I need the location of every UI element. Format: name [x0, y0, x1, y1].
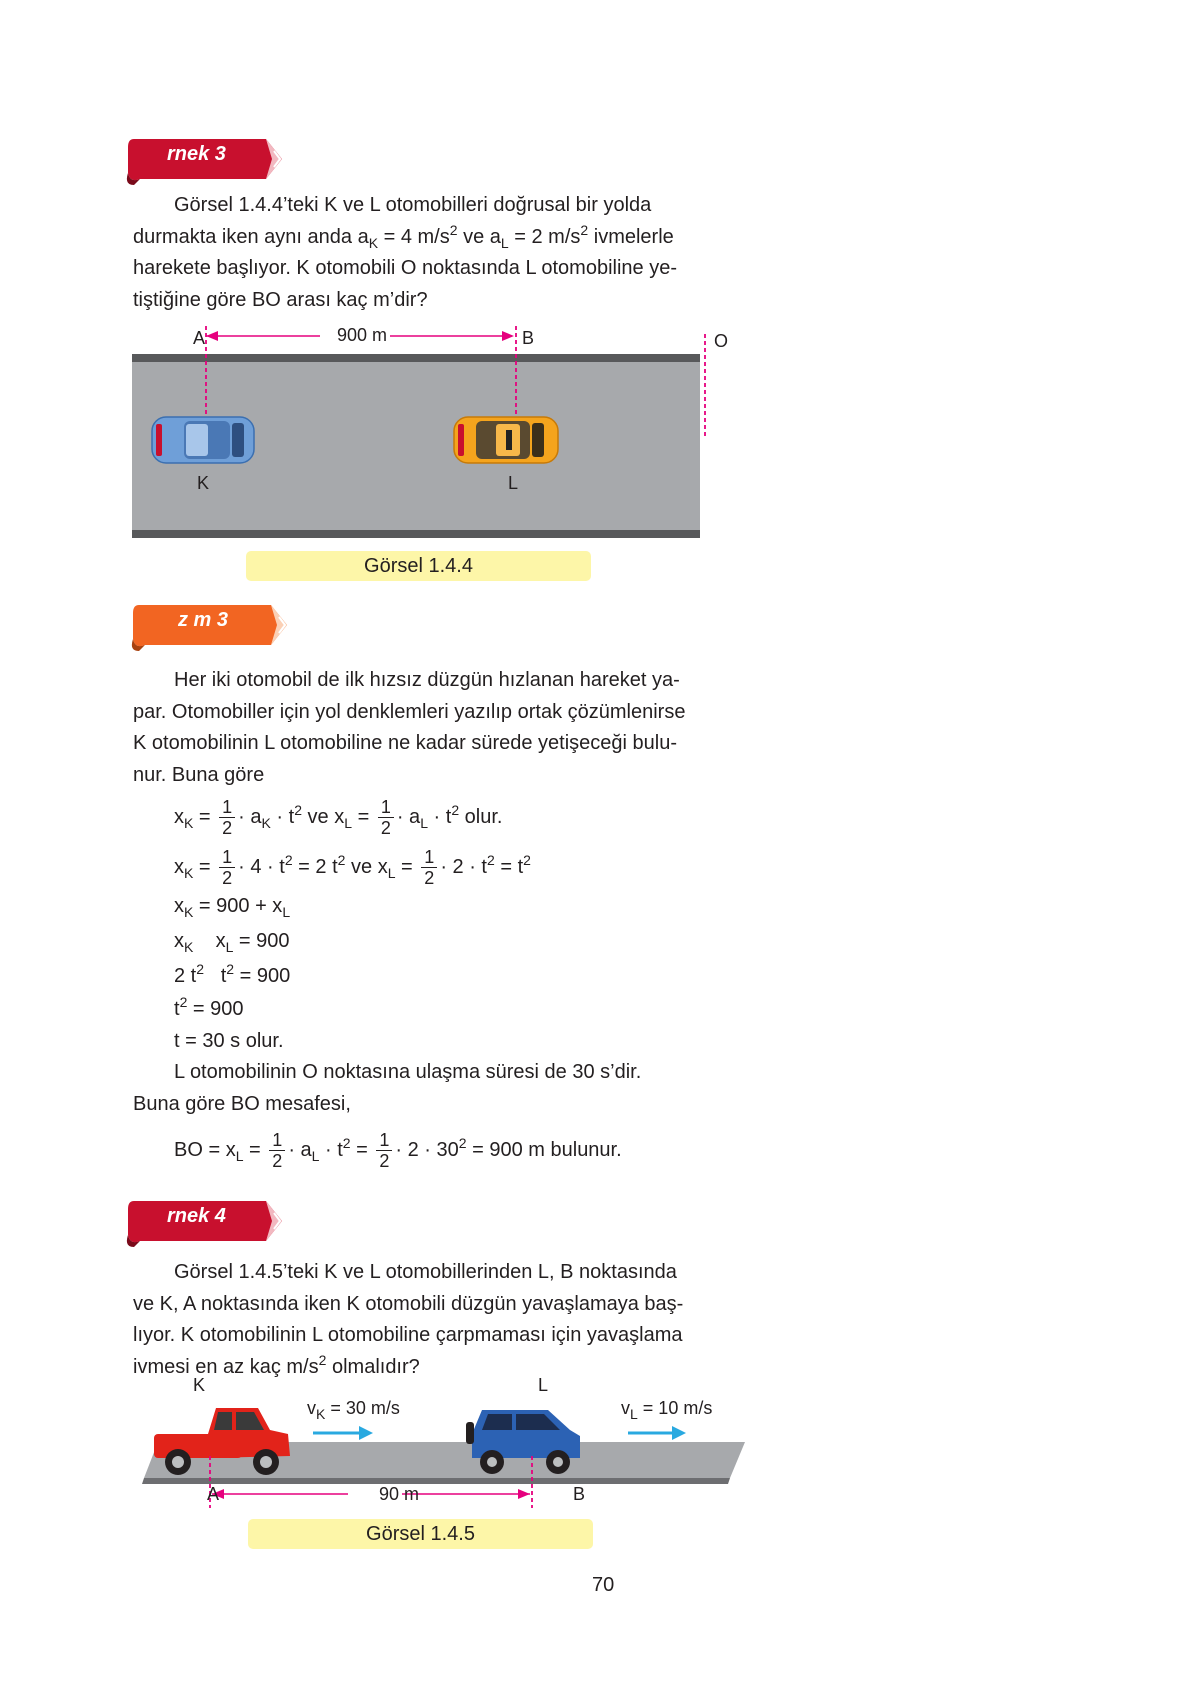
- point-A-label: A: [193, 328, 206, 348]
- solution3-paragraph: Her iki otomobil de ilk hızsız düzgün hızlanan hareket ya- par. Otomobiller için yol denklemleri yazılıp ortak çözümlenirse K otomobilinin L otomobiline ne kadar sürede yetişeceği bulu- nur. Buna göre: [133, 669, 686, 786]
- equation-3: $x_K = 900 + x_L$: [174, 895, 291, 920]
- car-L-taxi-icon: [454, 417, 558, 463]
- example3-badge: rnek 3: [167, 143, 226, 165]
- solution3-conclusion: L otomobilinin O noktasına ulaşma süresi de 30 s’dir. Buna göre BO mesafesi,: [133, 1061, 642, 1115]
- text-line: harekete başlıyor. K otomobili O noktasında L otomobiline ye-: [133, 257, 678, 279]
- velocity-L-label: $v_L = 10$ m/s: [621, 1398, 713, 1422]
- text-line: Görsel 1.4.4’teki K ve L otomobilleri doğrusal bir yolda: [174, 194, 652, 216]
- car-L-label: L: [508, 473, 519, 493]
- example4-paragraph: Görsel 1.4.5’teki K ve L otomobillerinden L, B noktasında ve K, A noktasında iken K otomobili düzgün yavaşlamaya baş- lıyor. K otomobilinin L otomobiline çarpmaması için yavaşlama ivmesi en az kaç $m/s^2$ olmalıdır?: [133, 1261, 684, 1378]
- truck-K-label: K: [193, 1375, 206, 1395]
- equation-5: 2 $t^2$ $t^2 = 900$: [174, 961, 291, 987]
- page-number: 70: [592, 1574, 615, 1596]
- equation-4: $x_K$ $x_L = 900$: [174, 930, 290, 955]
- example4-badge: rnek 4: [167, 1205, 226, 1227]
- figure-1-4-4-caption: Görsel 1.4.4: [246, 551, 591, 581]
- equation-8: BO = $x_L$ = $\frac{1}{2}$ · $a_L \cdot t^2$ = $\frac{1}{2}$ · $2 \cdot 30^2 = 900$ m bulunur.: [174, 1130, 622, 1171]
- point-O-label: O: [714, 331, 729, 351]
- car-K-icon: [152, 417, 254, 463]
- figure-1-4-5-caption: Görsel 1.4.5: [248, 1519, 593, 1549]
- velocity-K-arrow-icon: [359, 1426, 373, 1440]
- equation-6: $t^2 = 900$: [174, 994, 244, 1020]
- example3-paragraph: Görsel 1.4.4’teki K ve L otomobilleri doğrusal bir yolda durmakta iken aynı anda $a_K = 4$ $m/s^2$ ve $a_L = 2$ $m/s^2$ ivmelerle harekete başlıyor. K otomobili O noktasında L otomobiline ye- tiştiğine göre BO arası kaç m’dir?: [133, 190, 701, 316]
- velocity-K-label: $v_K = 30$ m/s: [307, 1398, 400, 1422]
- car-K-label: K: [197, 473, 210, 493]
- road-edge-bottom: [132, 530, 700, 538]
- point-B-label: B: [573, 1484, 586, 1504]
- road-edge-top: [132, 354, 700, 362]
- figure-1-4-4: [120, 320, 740, 540]
- distance-90m-label: 90 m: [379, 1484, 420, 1504]
- velocity-L-arrow-icon: [672, 1426, 686, 1440]
- point-A-label: A: [207, 1484, 220, 1504]
- equation-2: $x_K$ = $\frac{1}{2}$ · $4 \cdot t^2 = 2$ $t^2$ ve $x_L$ = $\frac{1}{2}$ · $2 \cdot t^2 = t^2$: [174, 847, 531, 888]
- equation-7: t = 30 s olur.: [174, 1030, 284, 1052]
- suv-L-label: L: [538, 1375, 549, 1395]
- equation-1: $x_K$ = $\frac{1}{2}$ · $a_K \cdot t^2$ ve $x_L$ = $\frac{1}{2}$ · $a_L \cdot t^2$ olur.: [174, 797, 503, 838]
- solution3-badge: z m 3: [178, 609, 229, 631]
- distance-900m-label: 900 m: [337, 325, 388, 345]
- text-line: tiştiğine göre BO arası kaç m’dir?: [133, 288, 428, 311]
- point-B-label: B: [522, 328, 535, 348]
